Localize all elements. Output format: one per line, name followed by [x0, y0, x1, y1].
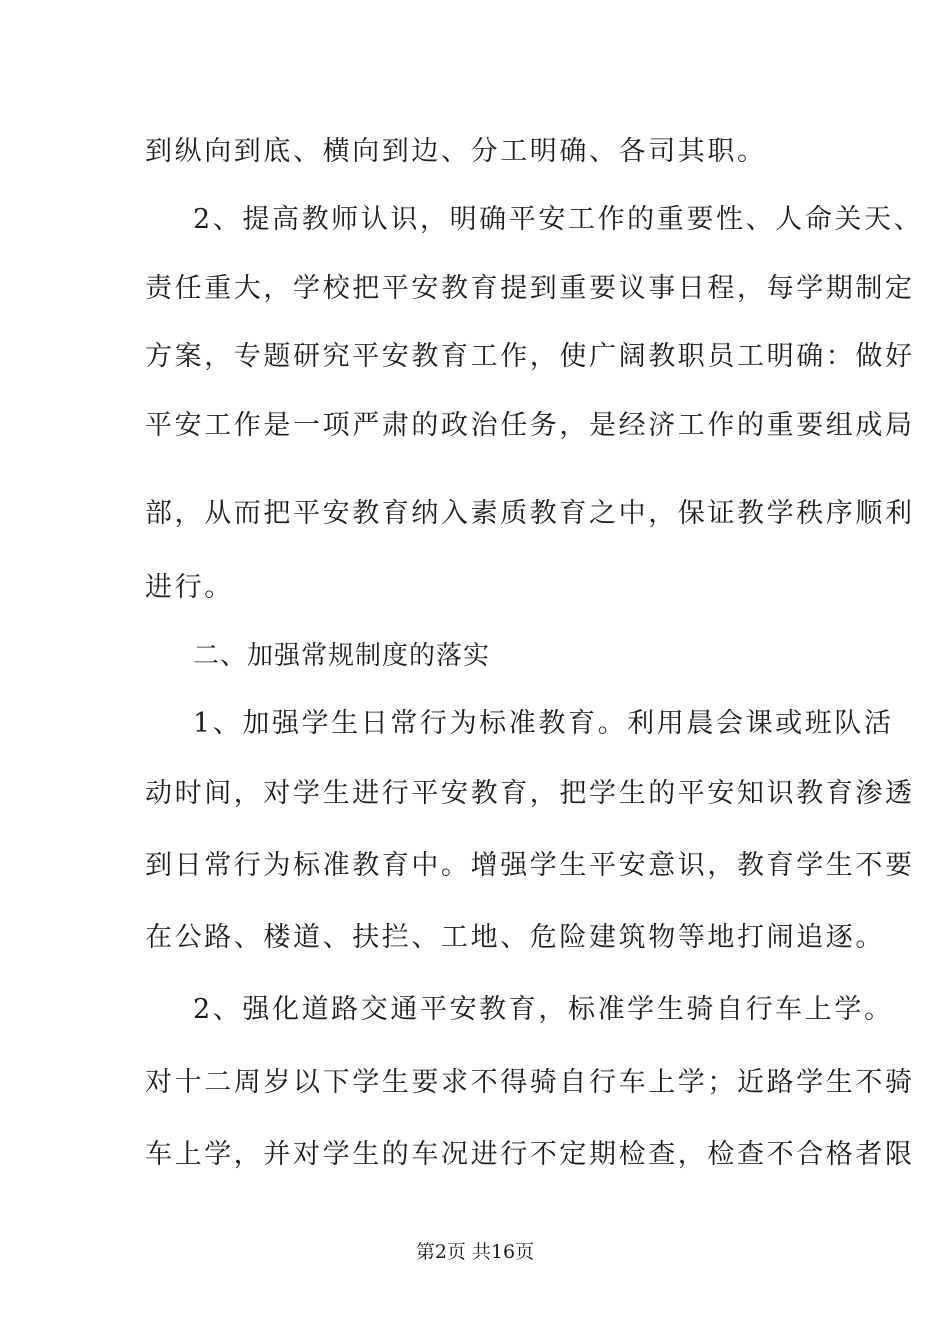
text-line-11: 在公路、楼道、扶拦、工地、危险建筑物等地打闹追逐。 [145, 922, 885, 953]
text-line-2: 2、提高教师认识，明确平安工作的重要性、人命关天、 [193, 204, 924, 235]
text-line-3: 责任重大，学校把平安教育提到重要议事日程，每学期制定 [145, 273, 915, 304]
text-line-13: 对十二周岁以下学生要求不得骑自行车上学；近路学生不骑 [145, 1067, 915, 1098]
section-heading: 二、加强常规制度的落实 [193, 641, 491, 671]
page-number-footer: 第2页 共16页 [415, 1241, 535, 1263]
text-line-9: 动时间，对学生进行平安教育，把学生的平安知识教育渗透 [145, 778, 915, 809]
text-line-1: 到纵向到底、横向到边、分工明确、各司其职。 [145, 136, 767, 167]
text-line-6: 部，从而把平安教育纳入素质教育之中，保证教学秩序顺利 [145, 498, 915, 529]
text-line-5: 平安工作是一项严肃的政治任务，是经济工作的重要组成局 [145, 410, 915, 441]
text-line-8: 1、加强学生日常行为标准教育。利用晨会课或班队活 [193, 708, 894, 739]
text-line-4: 方案，专题研究平安教育工作，使广阔教职员工明确：做好 [145, 341, 915, 372]
text-line-7: 进行。 [145, 572, 234, 603]
text-line-10: 到日常行为标准教育中。增强学生平安意识，教育学生不要 [145, 850, 915, 881]
text-line-12: 2、强化道路交通平安教育，标准学生骑自行车上学。 [193, 994, 894, 1025]
text-line-14: 车上学，并对学生的车况进行不定期检查，检查不合格者限 [145, 1139, 915, 1170]
